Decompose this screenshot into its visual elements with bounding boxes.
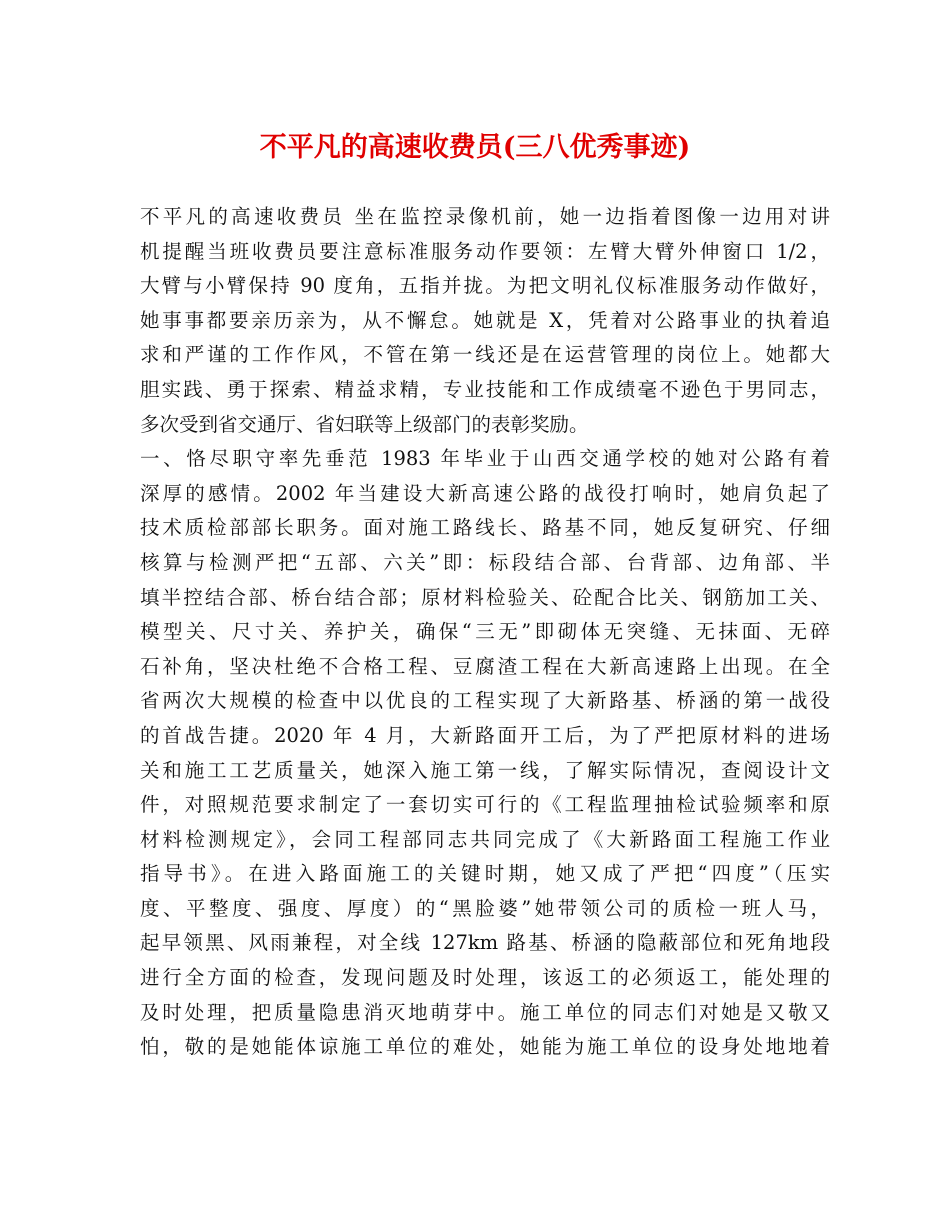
body-line: 模型关、尺寸关、养护关，确保“三无”即砌体无突缝、无抹面、无碎 bbox=[140, 620, 830, 644]
body-line: 技术质检部部长职务。面对施工路线长、路基不同，她反复研究、仔细 bbox=[140, 516, 830, 540]
body-line: 及时处理，把质量隐患消灭地萌芽中。施工单位的同志们对她是又敬又 bbox=[140, 1000, 830, 1024]
body-line: 的首战告捷。2020 年 4 月，大新路面开工后，为了严把原材料的进场 bbox=[140, 723, 830, 747]
body-line: 填半控结合部、桥台结合部；原材料检验关、砼配合比关、钢筋加工关、 bbox=[140, 585, 830, 609]
body-line: 多次受到省交通厅、省妇联等上级部门的表彰奖励。 bbox=[140, 412, 589, 436]
body-line: 核算与检测严把“五部、六关”即：标段结合部、台背部、边角部、半 bbox=[140, 550, 830, 574]
body-line: 石补角，坚决杜绝不合格工程、豆腐渣工程在大新高速路上出现。在全 bbox=[140, 654, 830, 678]
body-line: 一、恪尽职守率先垂范 1983 年毕业于山西交通学校的她对公路有着 bbox=[140, 447, 830, 471]
body-line: 关和施工工艺质量关，她深入施工第一线，了解实际情况，查阅设计文 bbox=[140, 758, 830, 782]
body-line: 指导书》。在进入路面施工的关键时期，她又成了严把“四度”（压实 bbox=[140, 862, 830, 886]
document-title: 不平凡的高速收费员(三八优秀事迹) bbox=[259, 132, 691, 163]
body-line: 她事事都要亲历亲为，从不懈怠。她就是 X，凭着对公路事业的执着追 bbox=[140, 308, 830, 332]
body-line: 怕，敬的是她能体谅施工单位的难处，她能为施工单位的设身处地地着 bbox=[140, 1035, 830, 1059]
body-line: 求和严谨的工作作风，不管在第一线还是在运营管理的岗位上。她都大 bbox=[140, 343, 830, 367]
body-line: 件，对照规范要求制定了一套切实可行的《工程监理抽检试验频率和原 bbox=[140, 793, 830, 817]
body-line: 不平凡的高速收费员 坐在监控录像机前，她一边指着图像一边用对讲 bbox=[140, 205, 830, 228]
body-line: 机提醒当班收费员要注意标准服务动作要领：左臂大臂外伸窗口 1/2， bbox=[140, 239, 830, 263]
body-line: 省两次大规模的检查中以优良的工程实现了大新路基、桥涵的第一战役 bbox=[140, 689, 830, 713]
body-line: 起早领黑、风雨兼程，对全线 127km 路基、桥涵的隐蔽部位和死角地段 bbox=[140, 931, 830, 955]
body-line: 胆实践、勇于探索、精益求精，专业技能和工作成绩毫不逊色于男同志， bbox=[140, 377, 830, 401]
body-line: 深厚的感情。2002 年当建设大新高速公路的战役打响时，她肩负起了 bbox=[140, 481, 830, 505]
body-line: 度、平整度、强度、厚度）的“黑脸婆”她带领公司的质检一班人马， bbox=[140, 896, 830, 920]
body-line: 材料检测规定》，会同工程部同志共同完成了《大新路面工程施工作业 bbox=[140, 827, 830, 851]
body-line: 进行全方面的检查，发现问题及时处理，该返工的必须返工，能处理的 bbox=[140, 966, 830, 990]
document-body bbox=[140, 200, 830, 1065]
body-line: 大臂与小臂保持 90 度角，五指并拢。为把文明礼仪标准服务动作做好， bbox=[140, 274, 830, 298]
